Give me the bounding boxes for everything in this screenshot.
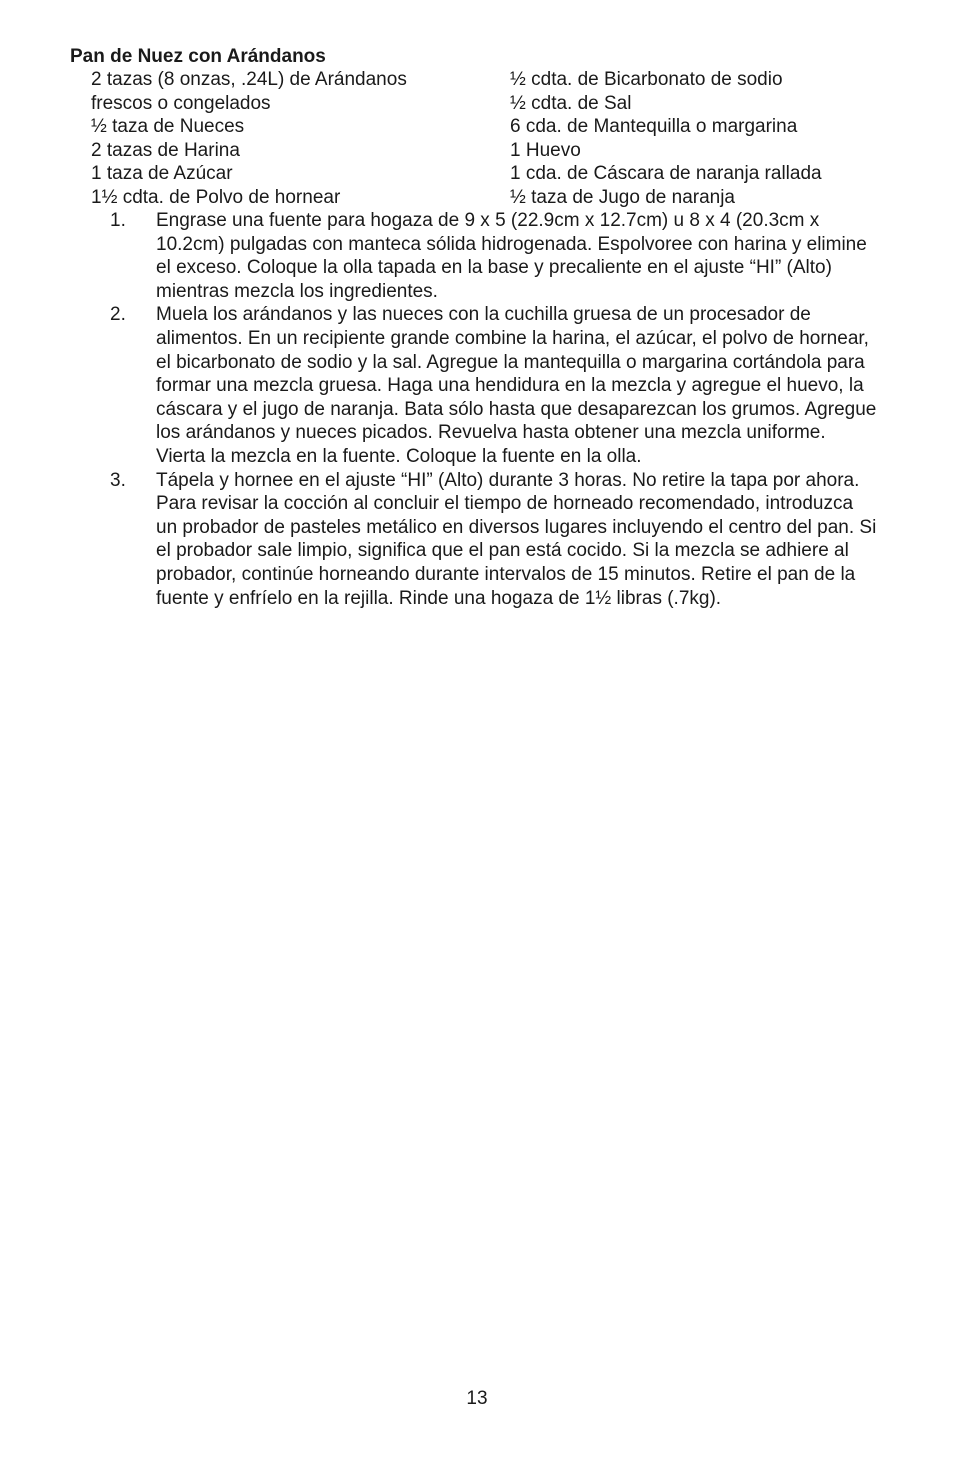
instruction-step <box>110 209 880 303</box>
ingredient-item: ½ cdta. de Sal <box>510 92 632 114</box>
instruction-step <box>110 469 880 611</box>
ingredient-item: 1 cda. de Cáscara de naranja rallada <box>510 163 822 185</box>
step-number: 1. <box>110 210 126 231</box>
ingredient-item: 1 Huevo <box>510 139 581 161</box>
step-number: 2. <box>110 304 126 326</box>
recipe-title: Pan de Nuez con Arándanos <box>70 46 326 67</box>
ingredient-item: ½ taza de Nueces <box>91 116 245 138</box>
ingredients-list <box>91 68 891 210</box>
ingredient-item: ½ cdta. de Bicarbonato de sodio <box>510 69 783 90</box>
page-number: 13 <box>466 1388 488 1409</box>
ingredient-item: 1½ cdta. de Polvo de hornear <box>91 186 341 208</box>
ingredient-item: 2 tazas de Harina <box>91 139 240 161</box>
instruction-step <box>110 303 880 468</box>
ingredient-item: ½ taza de Jugo de naranja <box>510 186 736 208</box>
ingredient-item: frescos o congelados <box>91 92 271 114</box>
step-number: 3. <box>110 469 126 491</box>
instructions-list <box>110 209 880 610</box>
ingredients-column-left <box>91 68 510 210</box>
ingredient-item: 1 taza de Azúcar <box>91 163 233 185</box>
step-text: Engrase una fuente para hogaza de 9 x 5 (22.9cm x 12.7cm) u 8 x 4 (20.3cm x 10.2cm) pulgadas con manteca sólida hidrogenada. Espolvoree con harina y elimine el exceso. Coloque la olla tapada en la base y precaliente en el ajuste “HI” (Alto) mientras mezcla los ingredientes. <box>156 210 867 302</box>
ingredient-item: 2 tazas (8 onzas, .24L) de Arándanos <box>91 69 407 90</box>
ingredient-item: 6 cda. de Mantequilla o margarina <box>510 116 798 138</box>
step-text: Tápela y hornee en el ajuste “HI” (Alto) durante 3 horas. No retire la tapa por ahora. Para revisar la cocción al concluir el tiempo de horneado recomendado, introduzca un probador de pasteles metálico en diversos lugares incluyendo el centro del pan. Si el probador sale limpio, significa que el pan está cocido. Si la mezcla se adhiere al probador, continúe horneando durante intervalos de 15 minutos. Retire el pan de la fuente y enfríelo en la rejilla. Rinde una hogaza de 1½ libras (.7kg). <box>156 469 877 609</box>
step-text: Muela los arándanos y las nueces con la cuchilla gruesa de un procesador de alimentos. En un recipiente grande combine la harina, el azúcar, el polvo de hornear, el bicarbonato de sodio y la sal. Agregue la mantequilla o margarina cortándola para formar una mezcla gruesa. Haga una hendidura en la mezcla y agregue el huevo, la cáscara y el jugo de naranja. Bata sólo hasta que desaparezcan los grumos. Agregue los arándanos y nueces picados. Revuelva hasta obtener una mezcla uniforme. Vierta la mezcla en la fuente. Coloque la fuente en la olla. <box>156 304 877 467</box>
ingredients-column-right <box>510 68 890 210</box>
